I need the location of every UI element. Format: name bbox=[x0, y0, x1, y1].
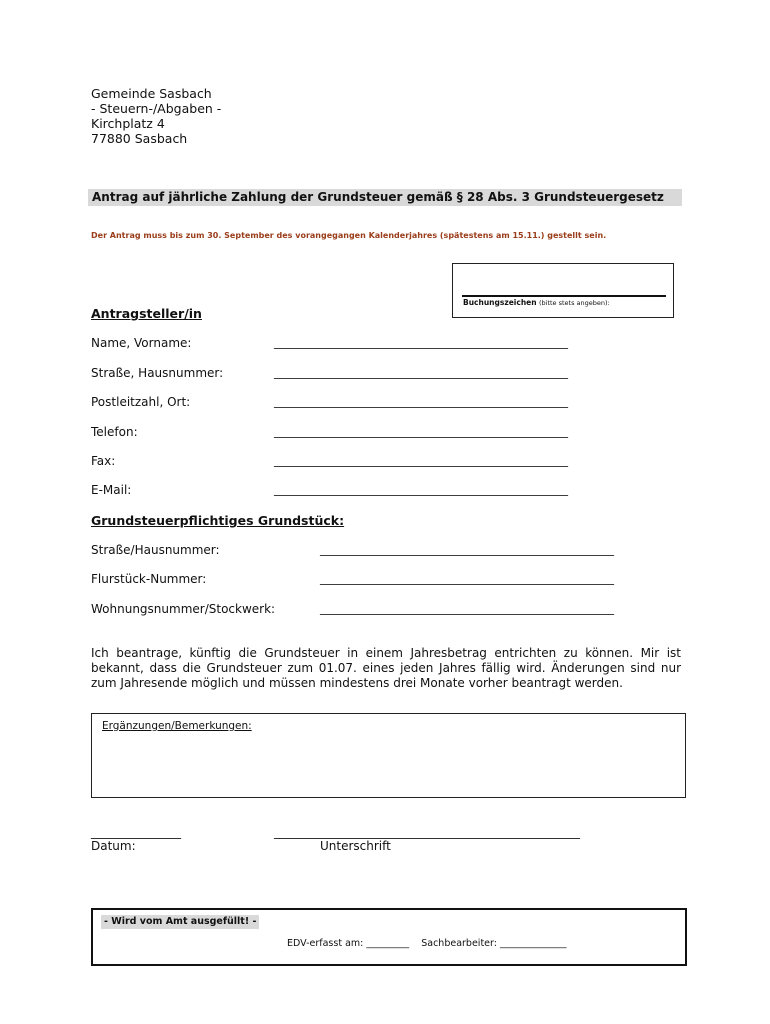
property-street-field[interactable]: _________________________________________________ bbox=[320, 542, 614, 556]
office-use-box bbox=[91, 908, 687, 966]
signature-label: Unterschrift bbox=[320, 839, 391, 853]
name-field[interactable]: _________________________________________________ bbox=[274, 335, 568, 349]
name-label: Name, Vorname: bbox=[91, 336, 192, 350]
remarks-label: Ergänzungen/Bemerkungen: bbox=[102, 720, 252, 732]
address-line: Kirchplatz 4 bbox=[91, 116, 165, 131]
postal-code-field[interactable]: _________________________________________________ bbox=[274, 394, 568, 408]
signature-field[interactable]: ___________________________________________________ bbox=[274, 825, 580, 839]
edv-label: EDV-erfasst am: bbox=[287, 938, 364, 949]
phone-field[interactable]: _________________________________________________ bbox=[274, 424, 568, 438]
edv-field[interactable]: _________ bbox=[366, 938, 410, 949]
phone-label: Telefon: bbox=[91, 425, 138, 439]
postal-code-label: Postleitzahl, Ort: bbox=[91, 395, 191, 409]
deadline-note: Der Antrag muss bis zum 30. September des vorangegangen Kalenderjahres (spätestens am 15.11.) gestellt sein. bbox=[91, 231, 607, 240]
booking-reference-line bbox=[462, 295, 666, 297]
parcel-number-label: Flurstück-Nummer: bbox=[91, 572, 207, 586]
booking-hint: (bitte stets angeben): bbox=[538, 299, 610, 307]
address-line: 77880 Sasbach bbox=[91, 131, 188, 146]
booking-reference-label bbox=[463, 298, 610, 307]
street-label: Straße, Hausnummer: bbox=[91, 366, 224, 380]
property-street-label: Straße/Hausnummer: bbox=[91, 543, 220, 557]
fax-label: Fax: bbox=[91, 454, 116, 468]
office-use-row bbox=[287, 938, 567, 949]
fax-field[interactable]: _________________________________________________ bbox=[274, 453, 568, 467]
office-use-header: - Wird vom Amt ausgefüllt! - bbox=[101, 915, 259, 929]
street-field[interactable]: _________________________________________________ bbox=[274, 365, 568, 379]
recipient-address bbox=[91, 86, 221, 146]
remarks-box[interactable] bbox=[91, 713, 686, 798]
booking-reference-box[interactable] bbox=[452, 263, 674, 318]
address-line: Gemeinde Sasbach bbox=[91, 86, 212, 101]
apartment-floor-field[interactable]: _________________________________________________ bbox=[320, 601, 614, 615]
applicant-heading: Antragsteller/in bbox=[91, 306, 202, 321]
email-label: E-Mail: bbox=[91, 483, 132, 497]
clerk-label: Sachbearbeiter: bbox=[421, 938, 497, 949]
form-title: Antrag auf jährliche Zahlung der Grundsteuer gemäß § 28 Abs. 3 Grundsteuergesetz bbox=[88, 189, 682, 206]
statement-paragraph: Ich beantrage, künftig die Grundsteuer in einem Jahresbetrag entrichten zu können. Mir ist bekannt, dass die Grundsteuer zum 01.07. eines jeden Jahres fällig wird. Änderungen sind nur zum Jahresende möglich und müssen mindestens drei Monate vorher beantragt werden. bbox=[91, 646, 681, 690]
address-line: - Steuern-/Abgaben - bbox=[91, 101, 222, 116]
date-label: Datum: bbox=[91, 839, 136, 853]
email-field[interactable]: _________________________________________________ bbox=[274, 482, 568, 496]
clerk-field[interactable]: ______________ bbox=[500, 938, 567, 949]
booking-label: Buchungszeichen bbox=[463, 298, 537, 307]
apartment-floor-label: Wohnungsnummer/Stockwerk: bbox=[91, 602, 276, 616]
parcel-number-field[interactable]: _________________________________________________ bbox=[320, 571, 614, 585]
date-field[interactable]: _______________ bbox=[91, 825, 181, 839]
property-heading: Grundsteuerpflichtiges Grundstück: bbox=[91, 513, 345, 528]
